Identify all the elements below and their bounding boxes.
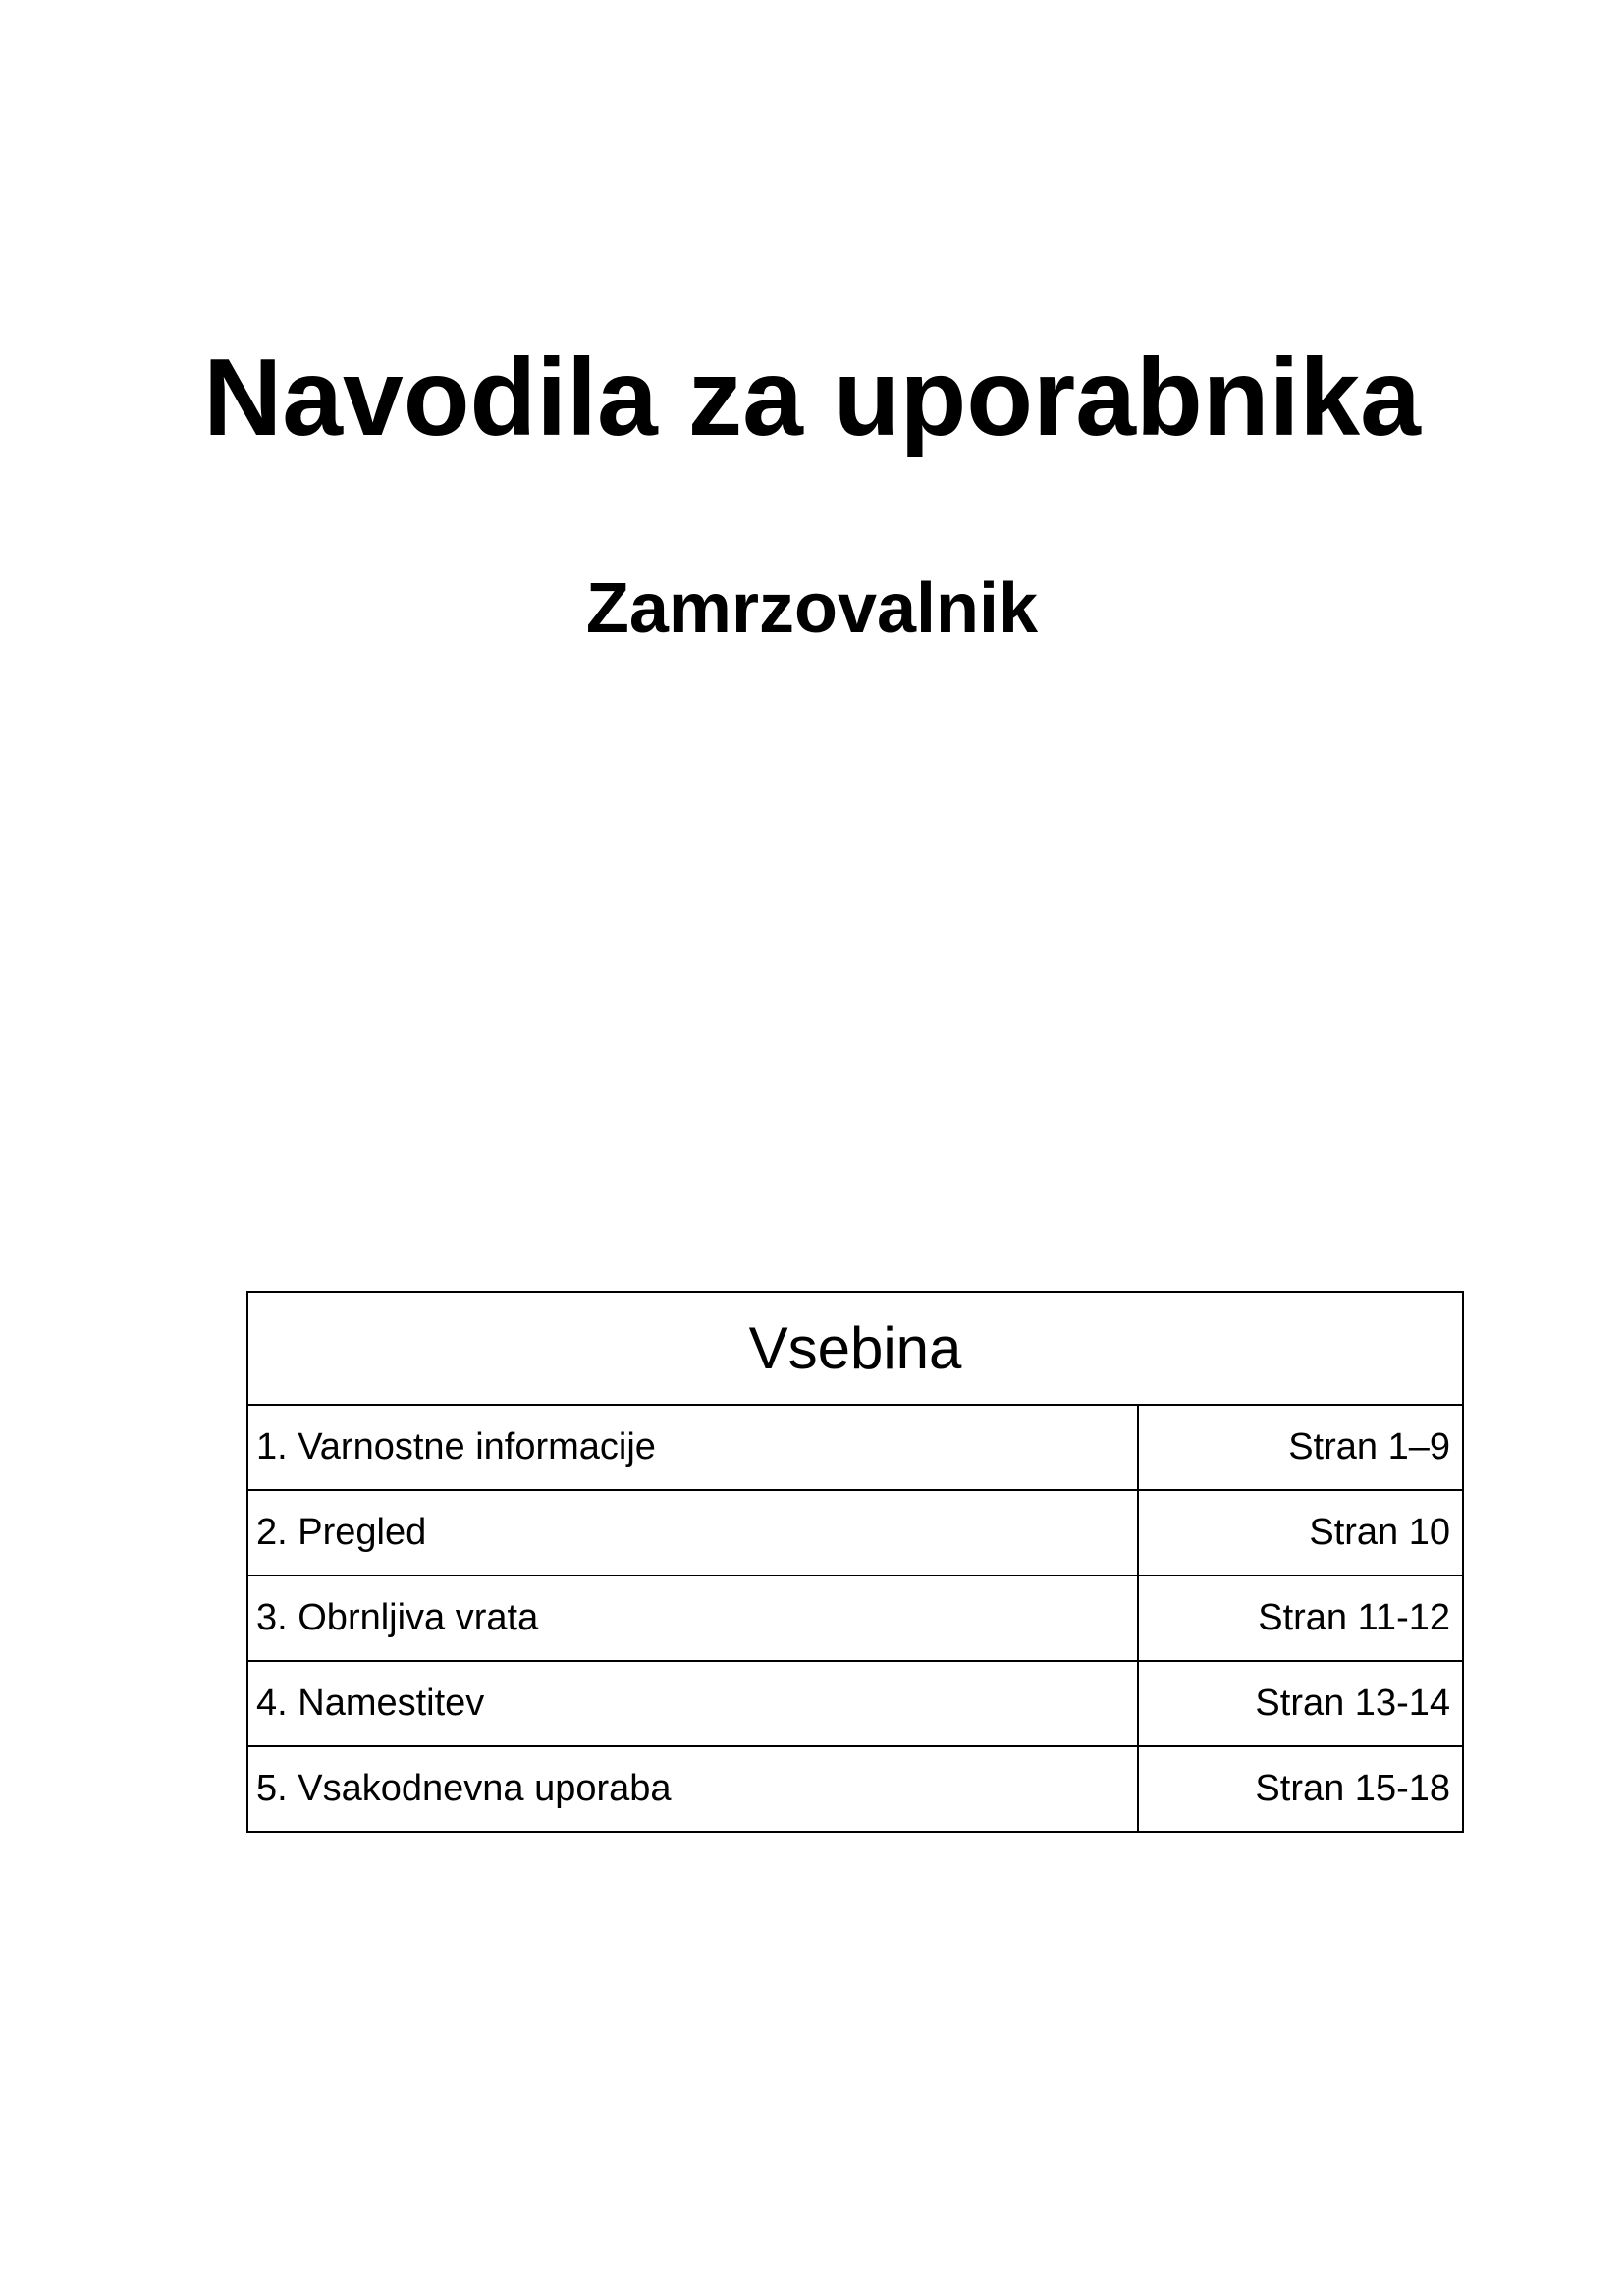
toc-entry-title: 5. Vsakodnevna uporaba [247,1746,1138,1832]
document-subtitle: Zamrzovalnik [585,569,1039,648]
toc-header-row [247,1292,1463,1405]
table-of-contents [246,1291,1464,1833]
toc-row [247,1490,1463,1575]
toc-entry-title: 1. Varnostne informacije [247,1405,1138,1490]
toc-row [247,1575,1463,1661]
toc-row [247,1661,1463,1746]
toc-entry-title: 4. Namestitev [247,1661,1138,1746]
toc-entry-pages: Stran 1–9 [1138,1405,1463,1490]
toc-entry-title: 3. Obrnljiva vrata [247,1575,1138,1661]
toc-entry-title: 2. Pregled [247,1490,1138,1575]
toc-row [247,1746,1463,1832]
toc-entry-pages: Stran 13-14 [1138,1661,1463,1746]
toc-entry-pages: Stran 10 [1138,1490,1463,1575]
toc-row [247,1405,1463,1490]
toc-entry-pages: Stran 15-18 [1138,1746,1463,1832]
toc-heading: Vsebina [247,1292,1463,1405]
document-title: Navodila za uporabnika [203,337,1421,458]
toc-entry-pages: Stran 11-12 [1138,1575,1463,1661]
